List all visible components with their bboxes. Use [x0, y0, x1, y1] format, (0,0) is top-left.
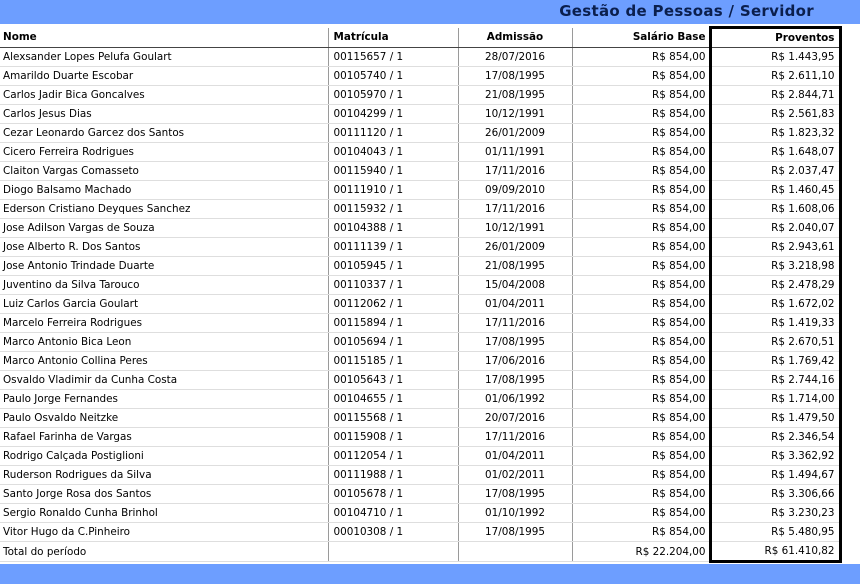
cell-nome: Osvaldo Vladimir da Cunha Costa [0, 371, 328, 390]
cell-matricula: 00104655 / 1 [328, 390, 458, 409]
cell-salario-base: R$ 854,00 [572, 219, 710, 238]
cell-nome: Ederson Cristiano Deyques Sanchez [0, 200, 328, 219]
cell-nome: Paulo Jorge Fernandes [0, 390, 328, 409]
table-row[interactable] [0, 409, 840, 428]
cell-admissao: 01/06/1992 [458, 390, 572, 409]
cell-nome: Luiz Carlos Garcia Goulart [0, 295, 328, 314]
cell-salario-base: R$ 854,00 [572, 124, 710, 143]
cell-proventos: R$ 5.480,95 [710, 523, 840, 542]
table-row[interactable] [0, 86, 840, 105]
cell-matricula: 00115657 / 1 [328, 48, 458, 67]
cell-admissao: 21/08/1995 [458, 257, 572, 276]
total-matricula-cell [328, 542, 458, 562]
table-row[interactable] [0, 504, 840, 523]
cell-salario-base: R$ 854,00 [572, 143, 710, 162]
cell-admissao: 17/08/1995 [458, 371, 572, 390]
cell-proventos: R$ 2.744,16 [710, 371, 840, 390]
cell-admissao: 15/04/2008 [458, 276, 572, 295]
column-header-proventos[interactable]: Proventos [710, 28, 840, 48]
cell-nome: Ruderson Rodrigues da Silva [0, 466, 328, 485]
cell-admissao: 17/08/1995 [458, 485, 572, 504]
cell-admissao: 10/12/1991 [458, 105, 572, 124]
cell-salario-base: R$ 854,00 [572, 86, 710, 105]
column-header-matricula[interactable]: Matrícula [328, 28, 458, 48]
total-admissao-cell [458, 542, 572, 562]
table-row[interactable] [0, 390, 840, 409]
table-row[interactable] [0, 219, 840, 238]
cell-matricula: 00111910 / 1 [328, 181, 458, 200]
cell-proventos: R$ 1.769,42 [710, 352, 840, 371]
cell-nome: Carlos Jesus Dias [0, 105, 328, 124]
cell-proventos: R$ 1.460,45 [710, 181, 840, 200]
cell-proventos: R$ 1.443,95 [710, 48, 840, 67]
table-row[interactable] [0, 447, 840, 466]
cell-nome: Diogo Balsamo Machado [0, 181, 328, 200]
cell-admissao: 01/10/1992 [458, 504, 572, 523]
table-row[interactable] [0, 200, 840, 219]
cell-salario-base: R$ 854,00 [572, 105, 710, 124]
table-row[interactable] [0, 485, 840, 504]
table-row[interactable] [0, 333, 840, 352]
cell-admissao: 01/02/2011 [458, 466, 572, 485]
servidores-table [0, 26, 842, 563]
cell-proventos: R$ 2.040,07 [710, 219, 840, 238]
cell-salario-base: R$ 854,00 [572, 276, 710, 295]
cell-salario-base: R$ 854,00 [572, 295, 710, 314]
cell-salario-base: R$ 854,00 [572, 390, 710, 409]
cell-matricula: 00115908 / 1 [328, 428, 458, 447]
cell-matricula: 00104299 / 1 [328, 105, 458, 124]
table-row[interactable] [0, 352, 840, 371]
cell-matricula: 00104388 / 1 [328, 219, 458, 238]
cell-matricula: 00104043 / 1 [328, 143, 458, 162]
table-row[interactable] [0, 67, 840, 86]
cell-admissao: 01/04/2011 [458, 295, 572, 314]
cell-salario-base: R$ 854,00 [572, 67, 710, 86]
cell-nome: Jose Adilson Vargas de Souza [0, 219, 328, 238]
cell-proventos: R$ 1.419,33 [710, 314, 840, 333]
table-row[interactable] [0, 143, 840, 162]
cell-admissao: 17/08/1995 [458, 333, 572, 352]
cell-nome: Cezar Leonardo Garcez dos Santos [0, 124, 328, 143]
cell-salario-base: R$ 854,00 [572, 371, 710, 390]
cell-nome: Jose Antonio Trindade Duarte [0, 257, 328, 276]
cell-nome: Marcelo Ferreira Rodrigues [0, 314, 328, 333]
cell-matricula: 00105678 / 1 [328, 485, 458, 504]
cell-admissao: 26/01/2009 [458, 124, 572, 143]
table-row[interactable] [0, 428, 840, 447]
cell-admissao: 01/04/2011 [458, 447, 572, 466]
header-bar [0, 0, 860, 24]
cell-matricula: 00105740 / 1 [328, 67, 458, 86]
cell-nome: Sergio Ronaldo Cunha Brinhol [0, 504, 328, 523]
cell-admissao: 10/12/1991 [458, 219, 572, 238]
cell-nome: Rafael Farinha de Vargas [0, 428, 328, 447]
cell-proventos: R$ 3.362,92 [710, 447, 840, 466]
cell-matricula: 00111139 / 1 [328, 238, 458, 257]
footer-bar [0, 564, 860, 584]
cell-nome: Jose Alberto R. Dos Santos [0, 238, 328, 257]
cell-matricula: 00115185 / 1 [328, 352, 458, 371]
column-header-admissao[interactable]: Admissão [458, 28, 572, 48]
cell-salario-base: R$ 854,00 [572, 504, 710, 523]
column-header-salario-base[interactable]: Salário Base [572, 28, 710, 48]
cell-matricula: 00115932 / 1 [328, 200, 458, 219]
cell-salario-base: R$ 854,00 [572, 523, 710, 542]
table-row[interactable] [0, 162, 840, 181]
table-row[interactable] [0, 181, 840, 200]
cell-proventos: R$ 2.037,47 [710, 162, 840, 181]
cell-proventos: R$ 1.672,02 [710, 295, 840, 314]
cell-salario-base: R$ 854,00 [572, 314, 710, 333]
table-row[interactable] [0, 523, 840, 542]
cell-salario-base: R$ 854,00 [572, 257, 710, 276]
cell-nome: Santo Jorge Rosa dos Santos [0, 485, 328, 504]
cell-proventos: R$ 3.218,98 [710, 257, 840, 276]
cell-nome: Rodrigo Calçada Postiglioni [0, 447, 328, 466]
cell-nome: Marco Antonio Bica Leon [0, 333, 328, 352]
cell-proventos: R$ 1.823,32 [710, 124, 840, 143]
cell-admissao: 17/11/2016 [458, 428, 572, 447]
cell-proventos: R$ 2.478,29 [710, 276, 840, 295]
cell-matricula: 00112062 / 1 [328, 295, 458, 314]
cell-nome: Vitor Hugo da C.Pinheiro [0, 523, 328, 542]
cell-proventos: R$ 2.561,83 [710, 105, 840, 124]
table-row[interactable] [0, 238, 840, 257]
cell-matricula: 00115568 / 1 [328, 409, 458, 428]
cell-admissao: 17/11/2016 [458, 162, 572, 181]
cell-proventos: R$ 1.608,06 [710, 200, 840, 219]
cell-salario-base: R$ 854,00 [572, 409, 710, 428]
total-salario-base: R$ 22.204,00 [572, 542, 710, 562]
cell-proventos: R$ 3.306,66 [710, 485, 840, 504]
cell-salario-base: R$ 854,00 [572, 181, 710, 200]
cell-nome: Juventino da Silva Tarouco [0, 276, 328, 295]
cell-nome: Paulo Osvaldo Neitzke [0, 409, 328, 428]
table-row[interactable] [0, 371, 840, 390]
table-row[interactable] [0, 276, 840, 295]
cell-admissao: 17/06/2016 [458, 352, 572, 371]
cell-matricula: 00110337 / 1 [328, 276, 458, 295]
cell-salario-base: R$ 854,00 [572, 428, 710, 447]
cell-admissao: 01/11/1991 [458, 143, 572, 162]
cell-proventos: R$ 2.611,10 [710, 67, 840, 86]
total-proventos: R$ 61.410,82 [710, 542, 840, 562]
cell-salario-base: R$ 854,00 [572, 200, 710, 219]
cell-matricula: 00112054 / 1 [328, 447, 458, 466]
cell-salario-base: R$ 854,00 [572, 48, 710, 67]
cell-matricula: 00105694 / 1 [328, 333, 458, 352]
table-row[interactable] [0, 48, 840, 67]
column-header-nome[interactable]: Nome [0, 28, 328, 48]
table-row[interactable] [0, 295, 840, 314]
cell-admissao: 28/07/2016 [458, 48, 572, 67]
page-title: Gestão de Pessoas / Servidor [559, 2, 814, 20]
cell-proventos: R$ 2.943,61 [710, 238, 840, 257]
cell-matricula: 00115894 / 1 [328, 314, 458, 333]
cell-admissao: 20/07/2016 [458, 409, 572, 428]
cell-proventos: R$ 3.230,23 [710, 504, 840, 523]
cell-salario-base: R$ 854,00 [572, 466, 710, 485]
cell-salario-base: R$ 854,00 [572, 352, 710, 371]
cell-proventos: R$ 1.714,00 [710, 390, 840, 409]
cell-nome: Cicero Ferreira Rodrigues [0, 143, 328, 162]
cell-admissao: 17/11/2016 [458, 200, 572, 219]
total-row [0, 542, 840, 562]
cell-matricula: 00111988 / 1 [328, 466, 458, 485]
cell-salario-base: R$ 854,00 [572, 333, 710, 352]
cell-salario-base: R$ 854,00 [572, 238, 710, 257]
cell-matricula: 00105945 / 1 [328, 257, 458, 276]
cell-admissao: 17/08/1995 [458, 67, 572, 86]
cell-matricula: 00105643 / 1 [328, 371, 458, 390]
table-header-row [0, 28, 840, 48]
cell-matricula: 00104710 / 1 [328, 504, 458, 523]
cell-nome: Marco Antonio Collina Peres [0, 352, 328, 371]
cell-nome: Alexsander Lopes Pelufa Goulart [0, 48, 328, 67]
table-row[interactable] [0, 257, 840, 276]
cell-matricula: 00111120 / 1 [328, 124, 458, 143]
total-label: Total do período [0, 542, 328, 562]
cell-admissao: 26/01/2009 [458, 238, 572, 257]
cell-admissao: 17/11/2016 [458, 314, 572, 333]
cell-nome: Amarildo Duarte Escobar [0, 67, 328, 86]
cell-proventos: R$ 1.648,07 [710, 143, 840, 162]
cell-matricula: 00105970 / 1 [328, 86, 458, 105]
table-row[interactable] [0, 466, 840, 485]
cell-proventos: R$ 1.479,50 [710, 409, 840, 428]
cell-salario-base: R$ 854,00 [572, 447, 710, 466]
cell-nome: Carlos Jadir Bica Goncalves [0, 86, 328, 105]
cell-matricula: 00010308 / 1 [328, 523, 458, 542]
cell-salario-base: R$ 854,00 [572, 485, 710, 504]
table-row[interactable] [0, 105, 840, 124]
cell-salario-base: R$ 854,00 [572, 162, 710, 181]
table-row[interactable] [0, 124, 840, 143]
cell-admissao: 17/08/1995 [458, 523, 572, 542]
cell-admissao: 21/08/1995 [458, 86, 572, 105]
cell-admissao: 09/09/2010 [458, 181, 572, 200]
cell-proventos: R$ 2.670,51 [710, 333, 840, 352]
cell-proventos: R$ 1.494,67 [710, 466, 840, 485]
cell-proventos: R$ 2.346,54 [710, 428, 840, 447]
cell-proventos: R$ 2.844,71 [710, 86, 840, 105]
table-row[interactable] [0, 314, 840, 333]
cell-nome: Claiton Vargas Comasseto [0, 162, 328, 181]
cell-matricula: 00115940 / 1 [328, 162, 458, 181]
